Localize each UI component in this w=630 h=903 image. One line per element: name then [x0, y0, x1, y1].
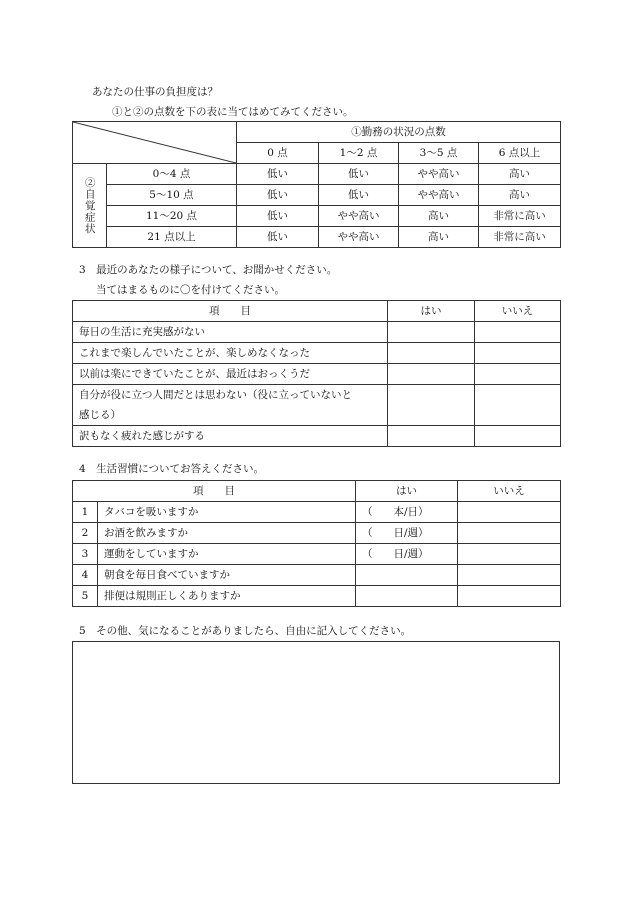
- yes-answer-cell[interactable]: （ 日/週）: [356, 544, 458, 565]
- row-label: 0〜4 点: [107, 164, 237, 185]
- symptom-group-label: [73, 164, 107, 248]
- question-row: これまで楽しんでいたことが、楽しめなくなった: [73, 343, 388, 364]
- no-header: いいえ: [458, 481, 561, 502]
- q3-title: 3 最近のあなたの様子について、お聞かせください。: [79, 264, 338, 276]
- no-answer-cell[interactable]: [458, 523, 561, 544]
- no-header: いいえ: [475, 301, 561, 322]
- row-number: 1: [73, 502, 98, 523]
- row-number: 2: [73, 523, 98, 544]
- table-cell: 低い: [319, 164, 399, 185]
- habit-question: 運動をしていますか: [98, 544, 356, 565]
- question-row: [73, 385, 388, 426]
- yes-header: はい: [388, 301, 475, 322]
- no-answer-cell[interactable]: [475, 343, 561, 364]
- table-cell: 低い: [237, 227, 319, 248]
- question-row: 毎日の生活に充実感がない: [73, 322, 388, 343]
- row-label: 21 点以上: [107, 227, 237, 248]
- col-header: 6 点以上: [479, 143, 561, 164]
- yes-answer-cell[interactable]: （ 日/週）: [356, 523, 458, 544]
- yes-answer-cell[interactable]: [388, 343, 475, 364]
- row-number: 3: [73, 544, 98, 565]
- table-cell: 高い: [399, 206, 479, 227]
- item-header: 項 目: [73, 301, 388, 322]
- workload-table: [72, 121, 561, 248]
- col-header: 0 点: [237, 143, 319, 164]
- yes-answer-cell[interactable]: [388, 385, 475, 426]
- q5-title: 5 その他、気になることがありましたら、自由に記入してください。: [79, 625, 412, 637]
- row-number: 5: [73, 586, 98, 607]
- q3-instruction: 当てはまるものに〇を付けてください。: [96, 284, 285, 296]
- col-header: 3〜5 点: [399, 143, 479, 164]
- question-row: 以前は楽にできていたことが、最近はおっくうだ: [73, 364, 388, 385]
- no-answer-cell[interactable]: [458, 586, 561, 607]
- table-cell: やや高い: [399, 164, 479, 185]
- work-status-header: ①勤務の状況の点数: [237, 122, 561, 143]
- table-cell: 低い: [237, 185, 319, 206]
- item-header: 項 目: [73, 481, 356, 502]
- diagonal-header-cell: [73, 122, 237, 164]
- lifestyle-table: [72, 480, 561, 607]
- col-header: 1〜2 点: [319, 143, 399, 164]
- no-answer-cell[interactable]: [458, 544, 561, 565]
- row-label: 11〜20 点: [107, 206, 237, 227]
- q4-title: 4 生活習慣についてお答えください。: [79, 463, 264, 475]
- yes-answer-cell[interactable]: （ 本/日）: [356, 502, 458, 523]
- no-answer-cell[interactable]: [458, 502, 561, 523]
- habit-question: タバコを吸いますか: [98, 502, 356, 523]
- table-cell: やや高い: [319, 206, 399, 227]
- table-cell: 高い: [479, 164, 561, 185]
- no-answer-cell[interactable]: [475, 385, 561, 426]
- q2-title: あなたの仕事の負担度は？: [92, 86, 218, 98]
- yes-answer-cell[interactable]: [388, 426, 475, 447]
- table-cell: 非常に高い: [479, 227, 561, 248]
- yes-answer-cell[interactable]: [356, 565, 458, 586]
- table-cell: 高い: [479, 185, 561, 206]
- no-answer-cell[interactable]: [475, 364, 561, 385]
- yes-answer-cell[interactable]: [388, 364, 475, 385]
- table-cell: 低い: [237, 164, 319, 185]
- free-text-box[interactable]: [72, 641, 560, 784]
- question-row: 訳もなく疲れた感じがする: [73, 426, 388, 447]
- table-cell: 高い: [399, 227, 479, 248]
- recent-state-table: [72, 300, 561, 447]
- table-cell: 非常に高い: [479, 206, 561, 227]
- row-number: 4: [73, 565, 98, 586]
- table-cell: 低い: [237, 206, 319, 227]
- habit-question: 排便は規則正しくありますか: [98, 586, 356, 607]
- no-answer-cell[interactable]: [475, 322, 561, 343]
- q2-instruction: ①と②の点数を下の表に当てはめてみてください。: [112, 106, 354, 118]
- habit-question: 朝食を毎日食べていますか: [98, 565, 356, 586]
- question-line: 自分が役に立つ人間だとは思わない（役に立っていないと: [79, 389, 352, 401]
- row-label: 5〜10 点: [107, 185, 237, 206]
- symptom-group-text: ②自覚症状: [83, 176, 96, 235]
- table-cell: やや高い: [319, 227, 399, 248]
- table-cell: やや高い: [399, 185, 479, 206]
- habit-question: お酒を飲みますか: [98, 523, 356, 544]
- no-answer-cell[interactable]: [475, 426, 561, 447]
- table-cell: 低い: [319, 185, 399, 206]
- yes-answer-cell[interactable]: [388, 322, 475, 343]
- yes-header: はい: [356, 481, 458, 502]
- no-answer-cell[interactable]: [458, 565, 561, 586]
- yes-answer-cell[interactable]: [356, 586, 458, 607]
- question-line: 感じる）: [79, 409, 121, 421]
